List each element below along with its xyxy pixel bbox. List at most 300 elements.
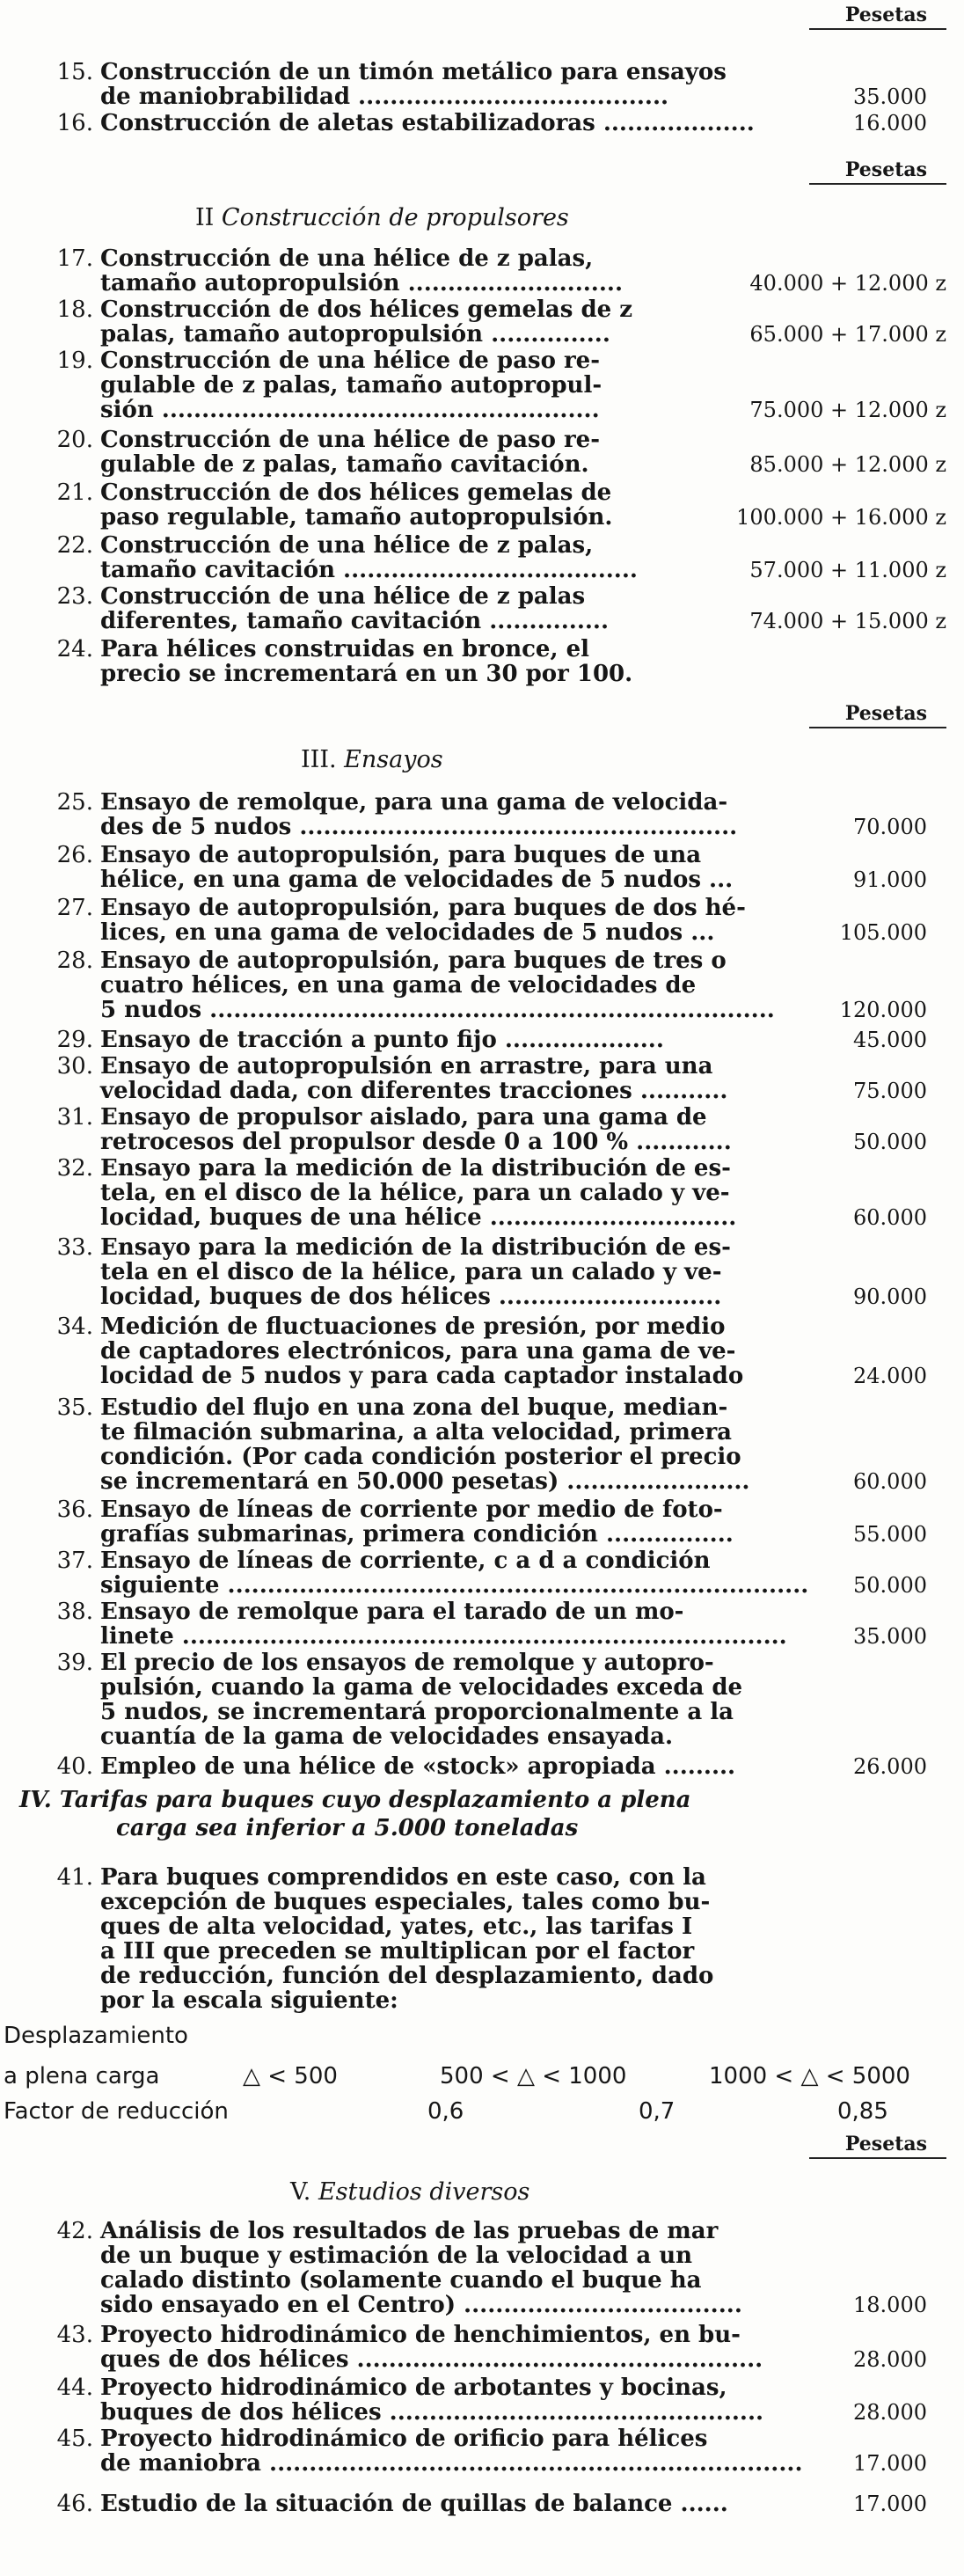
item-text: de reducción, función del desplazamiento, dado: [100, 1963, 714, 1989]
item-text: precio se incrementará en un 30 por 100.: [100, 661, 633, 687]
item-block: [0, 1235, 964, 1309]
item-line: [0, 1054, 964, 1079]
item-number: 29.: [56, 1027, 93, 1053]
list-item: [0, 1497, 964, 1547]
pesetas-rule: [809, 28, 946, 30]
list-item: [0, 2219, 964, 2317]
item-line: [0, 1988, 964, 2013]
item-text: gulable de z palas, tamaño cavitación.: [100, 451, 589, 478]
item-line: [0, 1939, 964, 1964]
item-line: [0, 1079, 964, 1103]
item-text: tela, en el disco de la hélice, para un calado y ve-: [100, 1180, 730, 1206]
item-line: [0, 2375, 964, 2400]
pesetas-label: Pesetas: [844, 702, 927, 725]
item-text: locidad de 5 nudos y para cada captador instalado: [100, 1363, 744, 1389]
item-line: [0, 480, 964, 505]
list-item: [0, 1054, 964, 1103]
item-line: [0, 558, 964, 582]
item-line: [0, 1497, 964, 1522]
item-text: sido ensayado en el Centro) ...................................: [100, 2292, 742, 2318]
item-block: [0, 2492, 964, 2516]
item-number: 39.: [56, 1650, 93, 1676]
item-line: [0, 1181, 964, 1205]
item-text: sión .......................................................: [100, 397, 600, 423]
item-number: 15.: [56, 59, 93, 85]
section-heading-text: carga sea inferior a 5.000 toneladas: [116, 1815, 579, 1841]
item-block: [0, 1156, 964, 1230]
item-line: [0, 998, 964, 1022]
list-item: [0, 2492, 964, 2516]
item-line: [0, 2451, 964, 2476]
item-block: [0, 348, 964, 422]
item-number: 23.: [56, 583, 93, 610]
table-cell: 0,7: [639, 2098, 676, 2125]
list-item: [0, 348, 964, 422]
item-text: Ensayo para la medición de la distribución de es-: [100, 1155, 731, 1182]
item-block: [0, 2426, 964, 2476]
item-text: siguiente .........................................................................: [100, 1572, 809, 1599]
list-item: [0, 297, 964, 347]
item-number: 40.: [56, 1753, 93, 1780]
item-price: 74.000 + 15.000 z: [749, 609, 946, 633]
item-text: Construcción de una hélice de z palas,: [100, 245, 594, 272]
item-text: de un buque y estimación de la velocidad a un: [100, 2243, 693, 2269]
item-text: 5 nudos .......................................................................: [100, 997, 775, 1023]
item-number: 16.: [56, 110, 93, 136]
item-block: [0, 1028, 964, 1052]
item-text: El precio de los ensayos de remolque y autopro-: [100, 1650, 714, 1676]
table-cell: a plena carga: [4, 2063, 160, 2089]
item-line: [0, 1573, 964, 1598]
table-cell: 0,85: [837, 2098, 888, 2125]
pesetas-label: Pesetas: [844, 4, 927, 26]
section-heading: [0, 741, 964, 779]
item-block: [0, 2323, 964, 2372]
item-text: Para hélices construidas en bronce, el: [100, 636, 589, 662]
item-price: 65.000 + 17.000 z: [749, 322, 946, 347]
item-line: [0, 1420, 964, 1445]
item-price: 50.000: [853, 1130, 927, 1154]
item-block: [0, 1395, 964, 1494]
item-line: [0, 1156, 964, 1181]
item-block: [0, 1105, 964, 1154]
item-text: de captadores electrónicos, para una gama de ve-: [100, 1338, 736, 1365]
item-price: 40.000 + 12.000 z: [749, 271, 946, 296]
item-line: [0, 637, 964, 662]
item-text: Construcción de dos hélices gemelas de: [100, 479, 612, 506]
item-block: [0, 111, 964, 135]
section-title: Estudios diversos: [318, 2178, 530, 2206]
item-text: Ensayo de remolque para el tarado de un mo-: [100, 1599, 684, 1625]
item-text: velocidad dada, con diferentes tracciones ...........: [100, 1078, 728, 1104]
table-cell: 1000 < △ < 5000: [709, 2063, 910, 2089]
item-number: 20.: [56, 427, 93, 453]
item-text: Construcción de aletas estabilizadoras ...................: [100, 110, 755, 136]
item-line: [0, 843, 964, 867]
item-price: 17.000: [853, 2492, 927, 2516]
list-item: [0, 2323, 964, 2372]
list-item: [0, 533, 964, 582]
item-block: [0, 2375, 964, 2425]
item-line: [0, 662, 964, 686]
item-text: diferentes, tamaño cavitación ...............: [100, 608, 610, 634]
item-price: 85.000 + 12.000 z: [749, 452, 946, 477]
list-item: [0, 1028, 964, 1052]
item-text: locidad, buques de dos hélices ............................: [100, 1284, 722, 1310]
item-line: [0, 1395, 964, 1420]
pes-block: [0, 699, 964, 734]
item-number: 28.: [56, 948, 93, 974]
item-price: 90.000: [853, 1284, 927, 1309]
item-line: [0, 60, 964, 84]
section-heading-line: [0, 1814, 964, 1842]
item-text: hélice, en una gama de velocidades de 5 nudos ...: [100, 867, 734, 893]
item-line: [0, 1522, 964, 1547]
item-price: 16.000: [853, 111, 927, 135]
table-cell: △ < 500: [243, 2063, 338, 2089]
item-number: 36.: [56, 1497, 93, 1523]
item-line: [0, 246, 964, 271]
item-line: [0, 533, 964, 558]
item-line: [0, 1650, 964, 1675]
item-number: 43.: [56, 2322, 93, 2348]
item-line: [0, 2293, 964, 2317]
item-price: 28.000: [853, 2400, 927, 2425]
item-text: Ensayo de remolque, para una gama de velocida-: [100, 789, 728, 816]
item-text: Ensayo de líneas de corriente, c a d a condición: [100, 1548, 711, 1574]
item-block: [0, 246, 964, 296]
item-block: [0, 637, 964, 686]
item-text: condición. (Por cada condición posterior el precio: [100, 1444, 741, 1470]
item-text: Proyecto hidrodinámico de orificio para hélices: [100, 2426, 708, 2452]
item-text: retrocesos del propulsor desde 0 a 100 % ............: [100, 1129, 732, 1155]
item-line: [0, 1314, 964, 1339]
item-line: [0, 322, 964, 347]
item-line: [0, 815, 964, 839]
item-number: 25.: [56, 789, 93, 816]
item-line: [0, 1865, 964, 1890]
item-price: 55.000: [853, 1522, 927, 1547]
item-block: [0, 1497, 964, 1547]
pes-block: [0, 0, 964, 35]
item-number: 38.: [56, 1599, 93, 1625]
item-text: paso regulable, tamaño autopropulsión.: [100, 504, 613, 531]
list-item: [0, 790, 964, 839]
item-number: 26.: [56, 842, 93, 868]
item-price: 50.000: [853, 1573, 927, 1598]
item-line: [0, 1028, 964, 1052]
item-text: Para buques comprendidos en este caso, con la: [100, 1864, 706, 1891]
item-text: cuantía de la gama de velocidades ensayada.: [100, 1723, 674, 1750]
item-price: 17.000: [853, 2451, 927, 2476]
table-row-factor: [0, 2094, 964, 2129]
item-block: [0, 428, 964, 477]
item-number: 19.: [56, 348, 93, 374]
item-text: Construcción de una hélice de paso re-: [100, 348, 600, 374]
item-line: [0, 1724, 964, 1749]
item-line: [0, 948, 964, 973]
list-item: [0, 1650, 964, 1749]
item-price: 70.000: [853, 815, 927, 839]
item-block: [0, 297, 964, 347]
list-item: [0, 948, 964, 1022]
list-item: [0, 1235, 964, 1309]
item-text: Construcción de una hélice de z palas,: [100, 532, 594, 559]
item-block: [0, 1548, 964, 1598]
item-line: [0, 297, 964, 322]
item-line: [0, 2243, 964, 2268]
item-text: cuatro hélices, en una gama de velocidades de: [100, 972, 697, 999]
item-text: ques de dos hélices ...................................................: [100, 2346, 763, 2373]
table-title-row: [0, 2018, 964, 2053]
item-number: 33.: [56, 1234, 93, 1261]
item-text: buques de dos hélices ...............................................: [100, 2399, 764, 2426]
section-heading: [0, 2173, 964, 2212]
item-text: te filmación submarina, a alta velocidad, primera: [100, 1419, 733, 1445]
item-number: 18.: [56, 296, 93, 323]
item-text: Ensayo de autopropulsión, para buques de tres o: [100, 948, 727, 974]
pes-block: [0, 2129, 964, 2164]
table-row-displacement: [0, 2059, 964, 2094]
item-number: 45.: [56, 2426, 93, 2452]
item-block: [0, 2219, 964, 2317]
item-line: [0, 348, 964, 373]
item-text: Estudio del flujo en una zona del buque, median-: [100, 1394, 728, 1421]
item-number: 21.: [56, 479, 93, 506]
item-price: 45.000: [853, 1028, 927, 1052]
item-block: [0, 60, 964, 109]
item-number: 44.: [56, 2375, 93, 2401]
item-text: Medición de fluctuaciones de presión, por medio: [100, 1314, 726, 1340]
item-line: [0, 1700, 964, 1724]
item-text: Construcción de una hélice de z palas: [100, 583, 586, 610]
item-line: [0, 1445, 964, 1469]
list-item: [0, 60, 964, 109]
item-line: [0, 1548, 964, 1573]
item-line: [0, 1105, 964, 1130]
item-price: 26.000: [853, 1754, 927, 1779]
list-item: [0, 480, 964, 530]
item-line: [0, 1599, 964, 1624]
pes-block: [0, 155, 964, 190]
item-line: [0, 1130, 964, 1154]
item-line: [0, 398, 964, 422]
item-number: 22.: [56, 532, 93, 559]
item-price: 105.000: [839, 920, 927, 945]
list-item: [0, 1548, 964, 1598]
list-item: [0, 2375, 964, 2425]
item-line: [0, 1339, 964, 1364]
item-text: tela en el disco de la hélice, para un calado y ve-: [100, 1259, 722, 1285]
item-line: [0, 1235, 964, 1260]
pesetas-rule: [809, 727, 946, 728]
pesetas-header: [0, 0, 964, 35]
item-text: Ensayo de líneas de corriente por medio de foto-: [100, 1497, 723, 1523]
section-title: Construcción de propulsores: [221, 204, 569, 231]
item-number: 42.: [56, 2218, 93, 2244]
list-item: [0, 2426, 964, 2476]
item-price: 100.000 + 16.000 z: [736, 505, 946, 530]
item-block: [0, 480, 964, 530]
item-line: [0, 609, 964, 633]
item-number: 41.: [56, 1864, 93, 1891]
item-block: [0, 1314, 964, 1388]
item-line: [0, 867, 964, 892]
item-line: [0, 920, 964, 945]
item-block: [0, 1754, 964, 1779]
list-item: [0, 1754, 964, 1779]
item-block: [0, 1650, 964, 1749]
item-text: lices, en una gama de velocidades de 5 nudos ...: [100, 919, 715, 946]
section-heading-text: [301, 741, 443, 779]
item-number: 30.: [56, 1053, 93, 1079]
item-line: [0, 1624, 964, 1649]
item-price: 35.000: [853, 84, 927, 109]
item-text: 5 nudos, se incrementará proporcionalmente a la: [100, 1699, 734, 1725]
item-number: 32.: [56, 1155, 93, 1182]
item-text: Construcción de un timón metálico para ensayos: [100, 59, 727, 85]
item-text: gulable de z palas, tamaño autopropul-: [100, 372, 602, 399]
item-line: [0, 1754, 964, 1779]
item-line: [0, 1205, 964, 1230]
item-line: [0, 2492, 964, 2516]
item-line: [0, 271, 964, 296]
item-line: [0, 973, 964, 998]
item-block: [0, 584, 964, 633]
pesetas-header: [0, 2129, 964, 2164]
list-item: [0, 1156, 964, 1230]
item-text: palas, tamaño autopropulsión ...............: [100, 321, 610, 348]
list-item: [0, 1395, 964, 1494]
item-line: [0, 1964, 964, 1988]
section-block: [0, 741, 964, 779]
list-item: [0, 1314, 964, 1388]
item-text: tamaño autopropulsión ...........................: [100, 270, 624, 296]
item-text: Estudio de la situación de quillas de balance ......: [100, 2491, 728, 2517]
item-price: 57.000 + 11.000 z: [749, 558, 946, 582]
item-text: se incrementará en 50.000 pesetas) .......................: [100, 1468, 750, 1495]
item-price: 120.000: [839, 998, 927, 1022]
pesetas-header: [0, 155, 964, 190]
item-number: 34.: [56, 1314, 93, 1340]
item-text: por la escala siguiente:: [100, 1987, 398, 2014]
item-text: Ensayo de autopropulsión, para buques de dos hé-: [100, 895, 746, 921]
table-block: [0, 2018, 964, 2129]
item-line: [0, 2347, 964, 2372]
item-number: 17.: [56, 245, 93, 272]
item-price: 60.000: [853, 1205, 927, 1230]
item-block: [0, 1599, 964, 1649]
item-line: [0, 111, 964, 135]
item-number: 24.: [56, 636, 93, 662]
item-text: grafías submarinas, primera condición ................: [100, 1521, 734, 1548]
item-price: 35.000: [853, 1624, 927, 1649]
item-text: Ensayo de autopropulsión en arrastre, para una: [100, 1053, 713, 1079]
table-title: Desplazamiento: [4, 2023, 188, 2049]
item-line: [0, 1890, 964, 1914]
item-text: Ensayo de autopropulsión, para buques de una: [100, 842, 702, 868]
pesetas-rule: [809, 2157, 946, 2159]
item-price: 60.000: [853, 1469, 927, 1494]
item-line: [0, 2268, 964, 2293]
item-text: Empleo de una hélice de «stock» apropiada .........: [100, 1753, 736, 1780]
pesetas-label: Pesetas: [844, 158, 927, 181]
list-item: [0, 246, 964, 296]
item-text: Proyecto hidrodinámico de henchimientos, en bu-: [100, 2322, 741, 2348]
table-cell: Factor de reducción: [4, 2098, 229, 2125]
section-block: [0, 2173, 964, 2212]
item-line: [0, 1284, 964, 1309]
pesetas-label: Pesetas: [844, 2133, 927, 2155]
section-number: V.: [290, 2178, 318, 2206]
list-item: [0, 896, 964, 945]
item-text: Proyecto hidrodinámico de arbotantes y bocinas,: [100, 2375, 727, 2401]
section-title: Ensayos: [344, 746, 443, 773]
item-text: Análisis de los resultados de las pruebas de mar: [100, 2218, 719, 2244]
item-line: [0, 505, 964, 530]
list-item: [0, 428, 964, 477]
item-text: de maniobrabilidad .......................................: [100, 84, 669, 110]
item-line: [0, 2400, 964, 2425]
item-line: [0, 452, 964, 477]
item-text: de maniobra ...................................................................: [100, 2450, 803, 2477]
item-line: [0, 896, 964, 920]
list-item: [0, 637, 964, 686]
item-text: a III que preceden se multiplican por el factor: [100, 1938, 695, 1965]
item-text: Ensayo para la medición de la distribución de es-: [100, 1234, 731, 1261]
list-item: [0, 1865, 964, 2013]
item-price: 75.000: [853, 1079, 927, 1103]
item-text: excepción de buques especiales, tales como bu-: [100, 1889, 711, 1915]
section-heading-text: IV. Tarifas para buques cuyo desplazamiento a plena: [19, 1787, 691, 1813]
pesetas-header: [0, 699, 964, 734]
list-item: [0, 843, 964, 892]
item-line: [0, 1914, 964, 1939]
item-line: [0, 2323, 964, 2347]
item-text: ques de alta velocidad, yates, etc., las tarifas I: [100, 1914, 693, 1940]
list-item: [0, 1599, 964, 1649]
section-block: [0, 199, 964, 238]
item-text: pulsión, cuando la gama de velocidades exceda de: [100, 1674, 743, 1701]
item-number: 46.: [56, 2491, 93, 2517]
section-number: III.: [301, 746, 345, 773]
item-text: Construcción de dos hélices gemelas de z: [100, 296, 632, 323]
item-line: [0, 428, 964, 452]
item-text: tamaño cavitación .....................................: [100, 557, 638, 583]
item-price: 75.000 + 12.000 z: [749, 398, 946, 422]
item-price: 24.000: [853, 1364, 927, 1388]
item-line: [0, 84, 964, 109]
item-line: [0, 1364, 964, 1388]
item-block: [0, 896, 964, 945]
item-line: [0, 373, 964, 398]
item-block: [0, 533, 964, 582]
item-line: [0, 2219, 964, 2243]
item-line: [0, 1260, 964, 1284]
item-price: 28.000: [853, 2347, 927, 2372]
list-item: [0, 584, 964, 633]
section-heading: [0, 199, 964, 238]
item-line: [0, 2426, 964, 2451]
item-line: [0, 584, 964, 609]
section-heading-text: [195, 199, 569, 238]
item-number: 27.: [56, 895, 93, 921]
list-item: [0, 111, 964, 135]
item-block: [0, 790, 964, 839]
item-block: [0, 1865, 964, 2013]
section-number: II: [195, 204, 222, 231]
section-heading-line: [0, 1786, 964, 1814]
